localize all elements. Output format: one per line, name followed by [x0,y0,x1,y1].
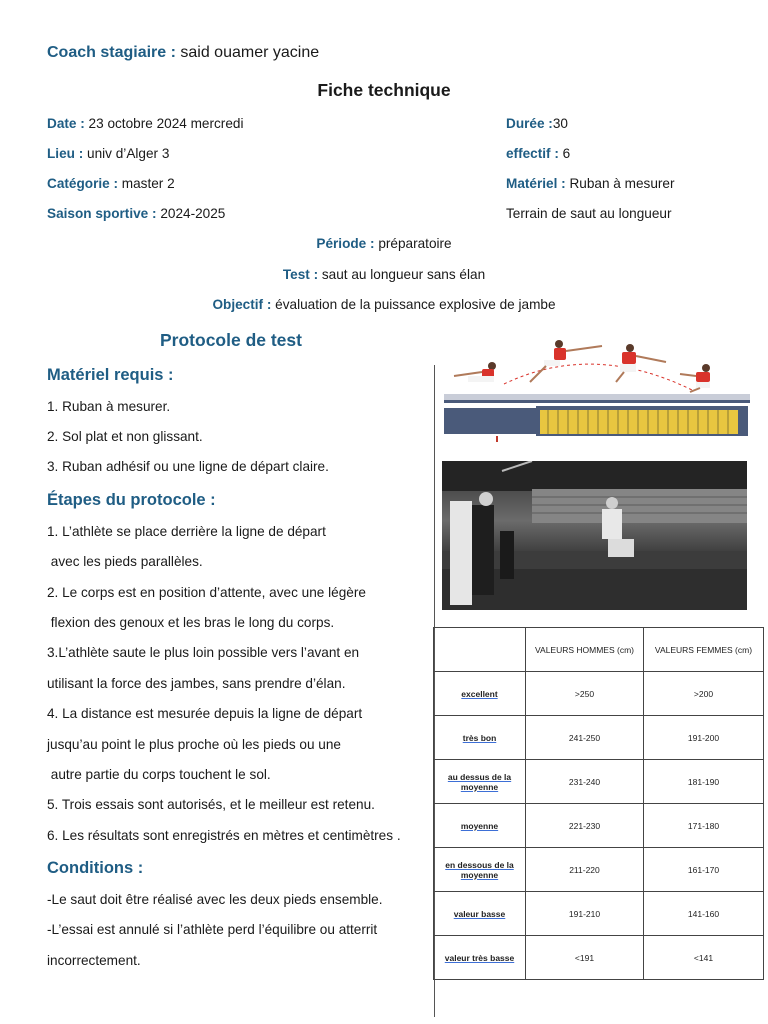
conditions-heading: Conditions : [47,859,144,877]
condition-line: -L’essai est annulé si l’athlète perd l’équilibre ou atterrit [47,922,378,937]
lieu-line [47,147,169,161]
etape-line: 6. Les résultats sont enregistrés en mètres et centimètres . [47,828,401,843]
duree-label: Durée : [506,116,553,131]
table-cell: 211-220 [526,848,644,892]
periode-value: préparatoire [374,236,452,251]
table-cell: 171-180 [644,804,764,848]
effectif-label: effectif : [506,146,559,161]
table-cell: 231-240 [526,760,644,804]
table-header-row [434,628,764,672]
test-value: saut au longueur sans élan [318,267,486,282]
etape-line: flexion des genoux et les bras le long du corps. [47,615,335,630]
condition-line: -Le saut doit être réalisé avec les deux pieds ensemble. [47,892,383,907]
table-cell: 141-160 [644,892,764,936]
table-cell: 221-230 [526,804,644,848]
valeurs-table [433,627,764,980]
row-label: excellent [434,672,526,716]
row-label: très bon [434,716,526,760]
duree-value: 30 [552,116,568,131]
terrain-line: Terrain de saut au longueur [506,206,672,221]
materiel-heading: Matériel requis : [47,366,174,384]
condition-line: incorrectement. [47,953,141,968]
table-row [434,936,764,980]
table-row [434,848,764,892]
materiel-label: Matériel : [506,176,566,191]
table-cell: 161-170 [644,848,764,892]
categorie-line [47,177,175,191]
effectif-line [506,147,570,161]
table-cell: 241-250 [526,716,644,760]
etape-line: autre partie du corps touchent le sol. [47,767,271,782]
materiel-value: Ruban à mesurer [565,176,675,191]
historic-long-jump-photo [442,461,747,610]
lieu-value: univ d’Alger 3 [83,146,170,161]
row-label: au dessus de la moyenne [434,760,526,804]
table-header-cell: VALEURS FEMMES (cm) [644,628,764,672]
materiel-line [506,177,675,191]
table-cell: 191-200 [644,716,764,760]
materiel-item: 1. Ruban à mesurer. [47,399,171,414]
etape-line: 4. La distance est mesurée depuis la ligne de départ [47,706,363,721]
saison-line [47,207,225,221]
table-row [434,892,764,936]
standing-long-jump-illustration [444,336,750,446]
row-label: valeur basse [434,892,526,936]
test-label: Test : [282,267,319,282]
etape-line: 2. Le corps est en position d’attente, avec une légère [47,585,366,600]
test-line [0,268,768,282]
date-label: Date : [47,116,85,131]
duree-line [506,117,568,131]
periode-line [0,237,768,251]
row-label: valeur très basse [434,936,526,980]
etape-line: 5. Trois essais sont autorisés, et le meilleur est retenu. [47,797,375,812]
page-title: Fiche technique [317,80,451,100]
row-label: en dessous de la moyenne [434,848,526,892]
saison-value: 2024-2025 [156,206,226,221]
coach-line [47,45,319,61]
coach-label: Coach stagiaire : [47,44,176,61]
materiel-item: 2. Sol plat et non glissant. [47,429,203,444]
table-cell: 191-210 [526,892,644,936]
effectif-value: 6 [558,146,571,161]
date-line [47,117,243,131]
protocole-title: Protocole de test [160,330,302,350]
table-row [434,716,764,760]
etape-line: jusqu’au point le plus proche où les pieds ou une [47,737,341,752]
coach-value: said ouamer yacine [175,44,320,61]
etape-line: 1. L’athlète se place derrière la ligne de départ [47,524,326,539]
table-cell: >200 [644,672,764,716]
objectif-label: Objectif : [212,297,272,312]
lieu-label: Lieu : [47,146,84,161]
table-header-cell: VALEURS HOMMES (cm) [526,628,644,672]
table-cell: 181-190 [644,760,764,804]
etapes-heading: Étapes du protocole : [47,491,216,509]
categorie-value: master 2 [118,176,175,191]
materiel-item: 3. Ruban adhésif ou une ligne de départ claire. [47,459,329,474]
table-cell: >250 [526,672,644,716]
table-row [434,804,764,848]
row-label: moyenne [434,804,526,848]
etape-line: 3.L’athlète saute le plus loin possible vers l’avant en [47,645,360,660]
table-cell: <191 [526,936,644,980]
objectif-value: évaluation de la puissance explosive de jambe [271,297,556,312]
saison-label: Saison sportive : [47,206,157,221]
periode-label: Période : [316,236,375,251]
table-row [434,672,764,716]
categorie-label: Catégorie : [47,176,119,191]
table-header-cell [434,628,526,672]
etape-line: avec les pieds parallèles. [47,554,203,569]
etape-line: utilisant la force des jambes, sans prendre d’élan. [47,676,346,691]
date-value: 23 octobre 2024 mercredi [84,116,244,131]
table-row [434,760,764,804]
objectif-line [0,298,768,312]
table-cell: <141 [644,936,764,980]
